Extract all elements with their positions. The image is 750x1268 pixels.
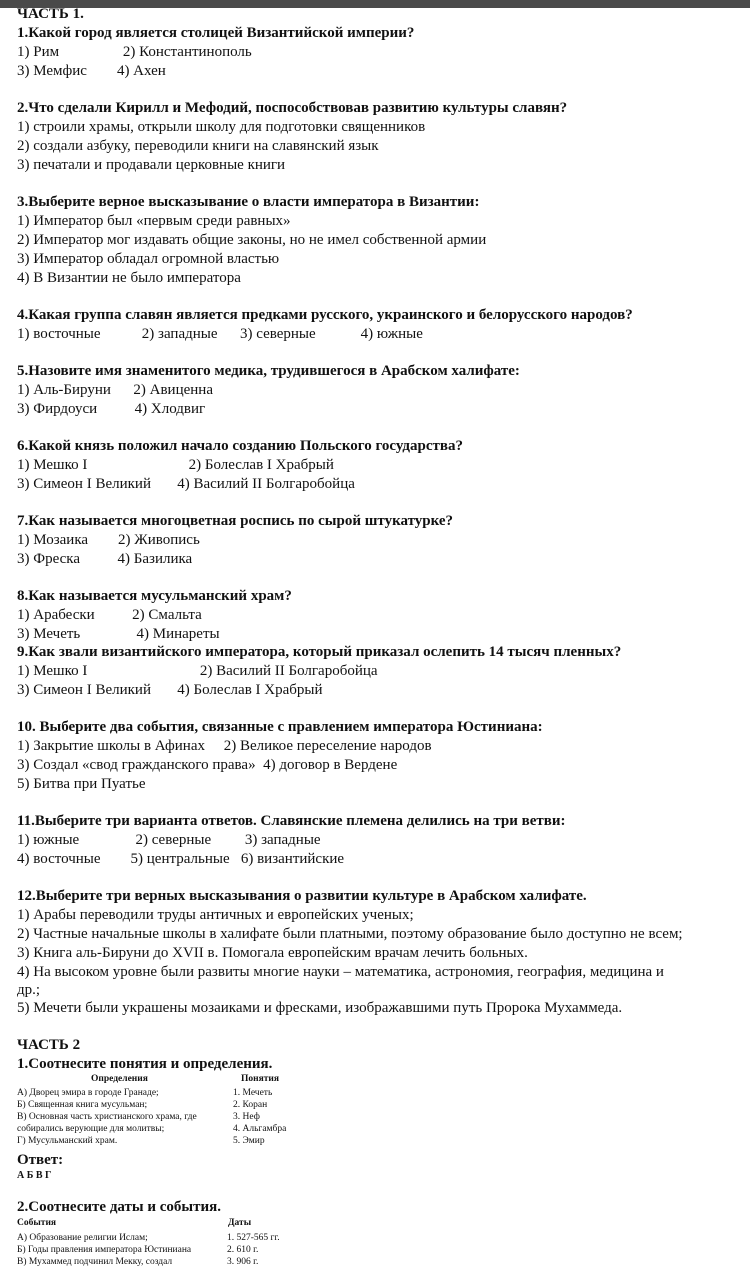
answer-line: 3) Фреска 4) Базилика [17, 551, 193, 567]
answer-line: 1) Аль-Бируни 2) Авиценна [17, 382, 213, 398]
date-item: 1. 527-565 гг. [227, 1233, 280, 1243]
date-item: 3. 906 г. [227, 1257, 259, 1267]
event-item: Б) Годы правления императора Юстиниана [17, 1245, 192, 1255]
answer-line: 3) Симеон I Великий 4) Василий II Болгаробойца [17, 476, 355, 492]
answer-line: 5) Битва при Пуатье [17, 776, 146, 792]
part2-title: ЧАСТЬ 2 [17, 1037, 81, 1053]
answer-line: 2) создали азбуку, переводили книги на славянский язык [17, 138, 379, 154]
concept-item: 2. Коран [233, 1100, 268, 1110]
answer-line: 2) Император мог издавать общие законы, но не имел собственной армии [17, 232, 487, 248]
answer-line: 1) Мешко I 2) Болеслав I Храбрый [17, 457, 334, 473]
answer-line: 4) восточные 5) центральные 6) византийские [17, 851, 345, 867]
concept-item: 3. Неф [233, 1112, 260, 1122]
date-item: 2. 610 г. [227, 1245, 259, 1255]
top-edge-bar [0, 0, 750, 8]
part1-title: ЧАСТЬ 1. [17, 6, 84, 22]
answer-line: 1) Закрытие школы в Афинах 2) Великое переселение народов [17, 738, 432, 754]
question-10: 10. Выберите два события, связанные с правлением императора Юстиниана: [17, 719, 543, 735]
question-11: 11.Выберите три варианта ответов. Славянские племена делились на три ветви: [17, 813, 566, 829]
answer-line: 1) Мозаика 2) Живопись [17, 532, 200, 548]
answer-line: 1) Рим 2) Константинополь [17, 44, 252, 60]
answer-line: 3) Император обладал огромной властью [17, 251, 280, 267]
answer-line: 1) Арабески 2) Смальта [17, 607, 202, 623]
answer-line: 5) Мечети были украшены мозаиками и фресками, изображавшими путь Пророка Мухаммеда. [17, 1000, 623, 1016]
event-item: А) Образование религии Ислам; [17, 1233, 148, 1243]
answer-line: др.; [17, 982, 41, 998]
task1-title: 1.Соотнесите понятия и определения. [17, 1056, 273, 1072]
question-5: 5.Назовите имя знаменитого медика, трудившегося в Арабском халифате: [17, 363, 520, 379]
task1-definitions-header: Определения [91, 1074, 148, 1084]
question-3: 3.Выберите верное высказывание о власти императора в Византии: [17, 194, 480, 210]
task2-dates-header: Даты [228, 1218, 252, 1228]
question-6: 6.Какой князь положил начало созданию Польского государства? [17, 438, 463, 454]
answer-line: 3) Мечеть 4) Минареты [17, 626, 220, 642]
answer-line: 1) южные 2) северные 3) западные [17, 832, 321, 848]
concept-item: 5. Эмир [233, 1136, 265, 1146]
concept-item: 1. Мечеть [233, 1088, 273, 1098]
question-4: 4.Какая группа славян является предками русского, украинского и белорусского народов? [17, 307, 633, 323]
definition-item: Б) Священная книга мусульман; [17, 1100, 148, 1110]
question-2: 2.Что сделали Кирилл и Мефодий, поспособствовав развитию культуры славян? [17, 100, 568, 116]
answer-label: Ответ: [17, 1152, 64, 1168]
answer-line: 4) В Византии не было императора [17, 270, 241, 286]
question-1: 1.Какой город является столицей Византийской империи? [17, 25, 415, 41]
answer-line: 4) На высоком уровне были развиты многие науки – математика, астрономия, география, медицина и [17, 964, 664, 980]
event-item: В) Мухаммед подчинил Мекку, создал [17, 1257, 173, 1267]
answer-line: 3) Создал «свод гражданского права» 4) договор в Вердене [17, 757, 398, 773]
question-12: 12.Выберите три верных высказывания о развитии культуре в Арабском халифате. [17, 888, 587, 904]
answer-line: 3) Фирдоуси 4) Хлодвиг [17, 401, 206, 417]
task1-concepts-header: Понятия [241, 1074, 280, 1084]
task2-title: 2.Соотнесите даты и события. [17, 1199, 221, 1215]
answer-line: 3) Симеон I Великий 4) Болеслав I Храбрый [17, 682, 323, 698]
answer-line: 1) восточные 2) западные 3) северные 4) южные [17, 326, 423, 342]
question-8: 8.Как называется мусульманский храм? [17, 588, 292, 604]
answer-letters: А Б В Г [17, 1170, 52, 1181]
definition-item: В) Основная часть христианского храма, где [17, 1112, 197, 1122]
answer-line: 1) Император был «первым среди равных» [17, 213, 291, 229]
question-9: 9.Как звали византийского императора, который приказал ослепить 14 тысяч пленных? [17, 644, 622, 660]
task2-events-header: События [17, 1218, 57, 1228]
definition-item: собирались верующие для молитвы; [17, 1124, 165, 1134]
answer-line: 1) Мешко I 2) Василий II Болгаробойца [17, 663, 378, 679]
answer-line: 3) печатали и продавали церковные книги [17, 157, 286, 173]
question-7: 7.Как называется многоцветная роспись по сырой штукатурке? [17, 513, 454, 529]
answer-line: 3) Книга аль-Бируни до XVII в. Помогала европейским врачам лечить больных. [17, 945, 528, 961]
answer-line: 1) строили храмы, открыли школу для подготовки священников [17, 119, 426, 135]
answer-line: 2) Частные начальные школы в халифате были платными, поэтому образование было доступно не всем; [17, 926, 683, 942]
definition-item: Г) Мусульманский храм. [17, 1136, 118, 1146]
answer-line: 3) Мемфис 4) Ахен [17, 63, 166, 79]
concept-item: 4. Альгамбра [233, 1124, 287, 1134]
answer-line: 1) Арабы переводили труды античных и европейских ученых; [17, 907, 414, 923]
definition-item: А) Дворец эмира в городе Гранаде; [17, 1088, 159, 1098]
